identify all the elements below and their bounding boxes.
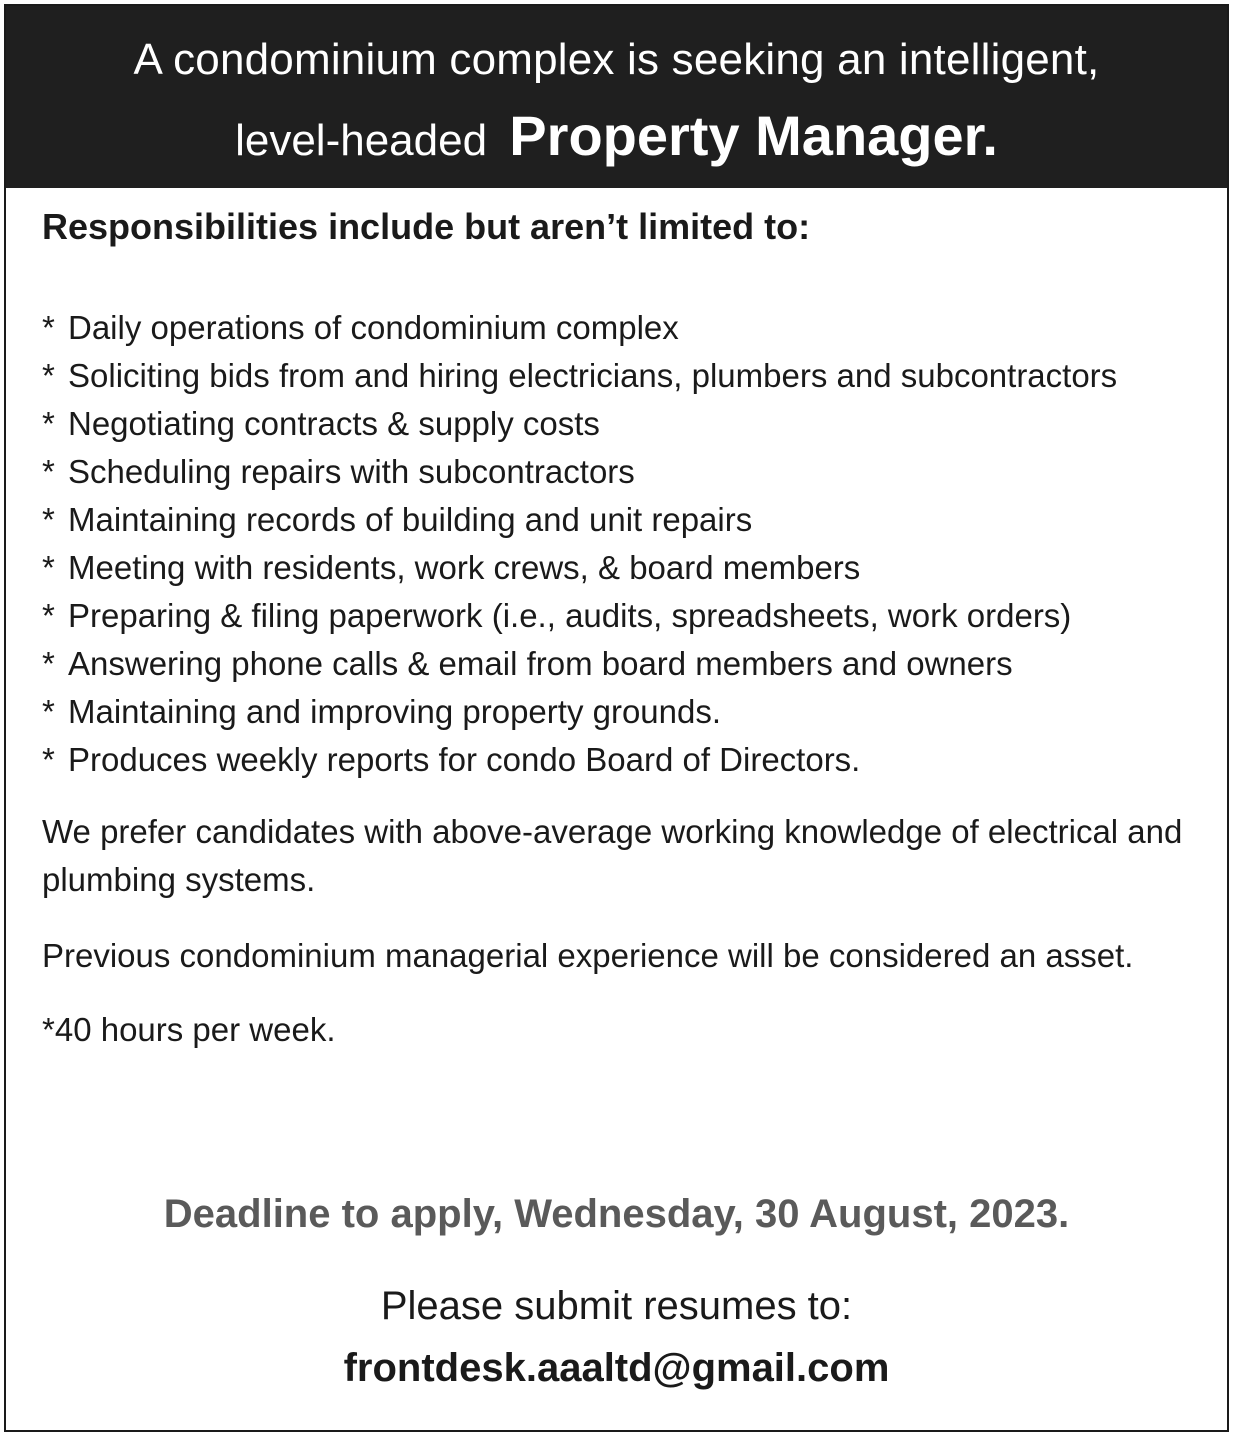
responsibility-text: Maintaining and improving property grounds.: [68, 693, 722, 730]
responsibility-item: [42, 400, 1202, 448]
bullet-asterisk: *: [42, 741, 55, 778]
bullet-asterisk: *: [42, 501, 55, 538]
ad-body: [42, 202, 1202, 1054]
responsibility-text: Scheduling repairs with subcontractors: [68, 453, 635, 490]
responsibility-text: Produces weekly reports for condo Board of Directors.: [68, 741, 861, 778]
bullet-asterisk: *: [42, 453, 55, 490]
ad-header-banner: [6, 6, 1227, 188]
responsibility-item: [42, 640, 1202, 688]
job-title: Property Manager.: [509, 104, 998, 167]
bullet-asterisk: *: [42, 309, 55, 346]
bullet-asterisk: *: [42, 549, 55, 586]
responsibility-item: [42, 448, 1202, 496]
responsibility-text: Meeting with residents, work crews, & board members: [68, 549, 861, 586]
header-line-2: [6, 104, 1227, 173]
responsibility-item: [42, 688, 1202, 736]
bullet-asterisk: *: [42, 693, 55, 730]
header-line-2-prefix: level-headed: [235, 116, 488, 165]
responsibility-item: [42, 352, 1202, 400]
responsibility-item: [42, 304, 1202, 352]
responsibility-item: [42, 736, 1202, 784]
contact-email: frontdesk.aaaltd@gmail.com: [343, 1346, 890, 1390]
responsibility-text: Daily operations of condominium complex: [68, 309, 679, 346]
responsibility-text: Preparing & filing paperwork (i.e., audits, spreadsheets, work orders): [68, 597, 1072, 634]
responsibility-item: [42, 592, 1202, 640]
bullet-asterisk: *: [42, 357, 55, 394]
job-ad-frame: [4, 4, 1229, 1432]
hours-note: *40 hours per week.: [42, 1011, 336, 1048]
application-deadline: Deadline to apply, Wednesday, 30 August, 2023.: [163, 1192, 1070, 1236]
bullet-asterisk: *: [42, 645, 55, 682]
responsibilities-heading: Responsibilities include but aren’t limited to:: [42, 206, 811, 247]
responsibility-item: [42, 544, 1202, 592]
responsibility-text: Answering phone calls & email from board members and owners: [68, 645, 1013, 682]
responsibility-text: Soliciting bids from and hiring electricians, plumbers and subcontractors: [68, 357, 1118, 394]
submit-instructions: Please submit resumes to:: [380, 1284, 853, 1328]
responsibility-item: [42, 496, 1202, 544]
experience-paragraph: Previous condominium managerial experience will be considered an asset.: [42, 937, 1134, 974]
preference-paragraph: We prefer candidates with above-average working knowledge of electrical and plumbing systems.: [42, 813, 1183, 898]
responsibilities-list: [42, 304, 1202, 784]
bullet-asterisk: *: [42, 597, 55, 634]
header-line-1: A condominium complex is seeking an intelligent,: [133, 35, 1100, 84]
bullet-asterisk: *: [42, 405, 55, 442]
responsibility-text: Negotiating contracts & supply costs: [68, 405, 600, 442]
responsibility-text: Maintaining records of building and unit repairs: [68, 501, 753, 538]
